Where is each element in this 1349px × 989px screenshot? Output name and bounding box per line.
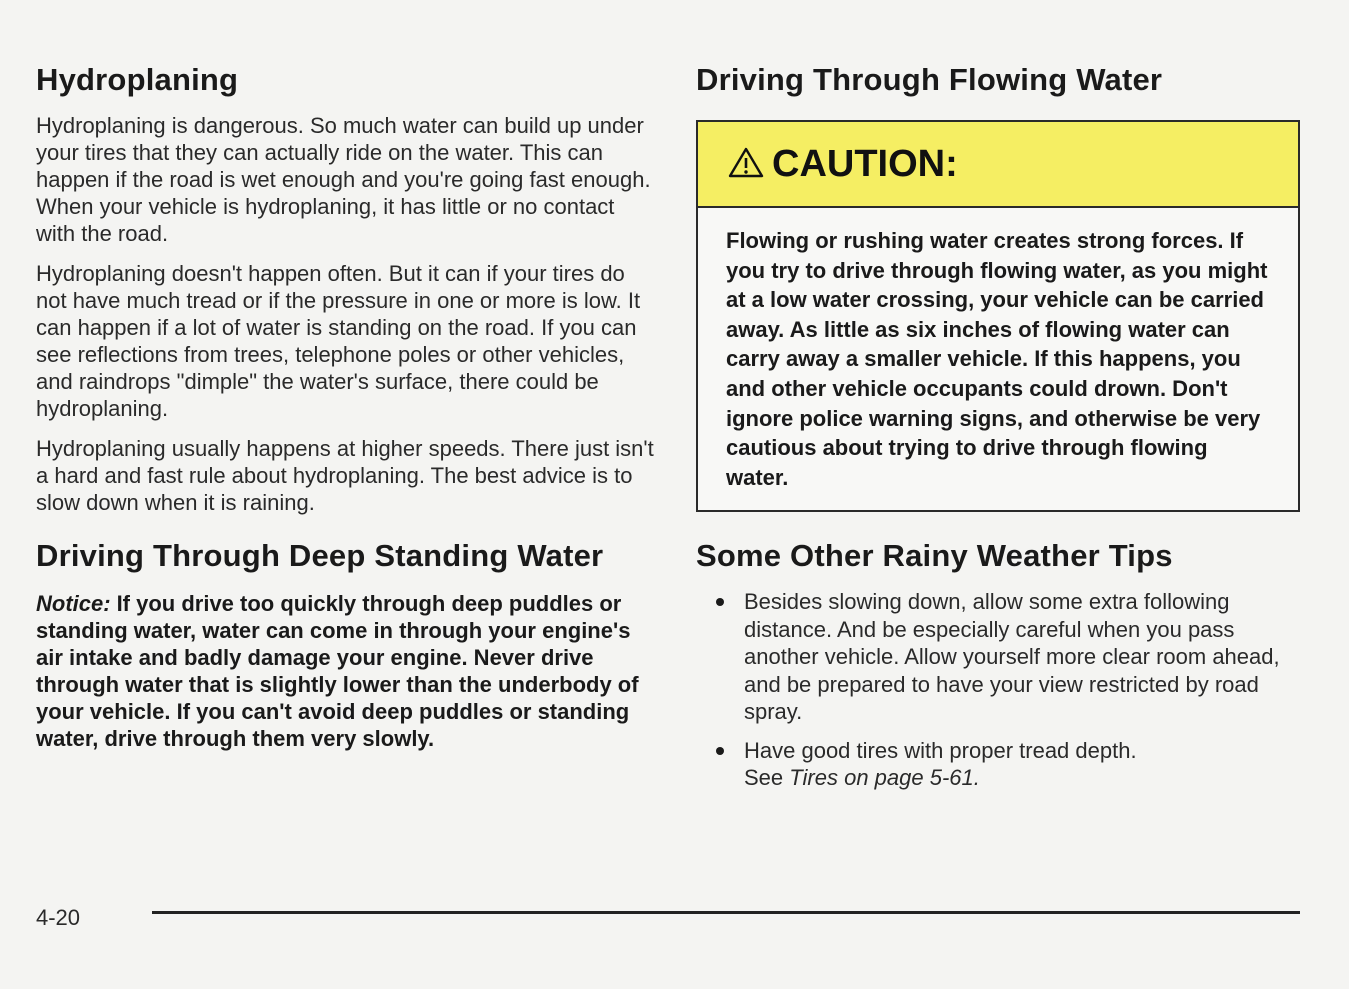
rainy-tips-heading: Some Other Rainy Weather Tips <box>696 538 1173 574</box>
caution-title: CAUTION: <box>772 142 958 185</box>
hydroplaning-paragraph-1: Hydroplaning is dangerous. So much water can build up under your tires that they can actually ride on the water. This can happen if the road is wet enough and you're going fast enough. When your vehicle is hydroplaning, it has little or no contact with the road. <box>36 113 651 246</box>
flowing-water-heading: Driving Through Flowing Water <box>696 62 1163 97</box>
page-number: 4-20 <box>36 905 81 930</box>
caution-header <box>698 122 1298 208</box>
hydroplaning-paragraph-2: Hydroplaning doesn't happen often. But it can if your tires do not have much tread or if the pressure in one or more is low. It can happen if a lot of water is standing on the road. If you can see reflections from trees, telephone poles or other vehicles, and raindrops "dimple" the water's surface, there could be hydroplaning. <box>36 261 641 421</box>
hydroplaning-heading: Hydroplaning <box>36 62 239 97</box>
bullet-icon <box>716 598 724 606</box>
tip-text-1: Besides slowing down, allow some extra following distance. And be especially careful when you pass another vehicle. Allow yourself more clear room ahead, and be prepared to have your view restricted by road spray. <box>744 589 1280 725</box>
right-column <box>696 62 1300 792</box>
caution-box <box>696 120 1300 512</box>
footer-divider <box>152 911 1300 914</box>
list-item <box>744 588 1300 726</box>
notice-label: Notice: <box>36 591 111 616</box>
warning-triangle-icon <box>728 146 764 183</box>
deep-water-notice <box>36 590 654 752</box>
bullet-icon <box>716 747 724 755</box>
tires-reference <box>744 764 1300 792</box>
ref-prefix: See <box>744 765 784 791</box>
tires-page-link[interactable]: Tires on page 5-61. <box>789 765 980 791</box>
list-item <box>744 737 1300 792</box>
caution-text: Flowing or rushing water creates strong forces. If you try to drive through flowing water, as you might at a low water crossing, your vehicle can be carried away. As little as six inches of flowing water can carry away a smaller vehicle. If this happens, you and other vehicle occupants could drown. Don't ignore police warning signs, and otherwise be very cautious about trying to drive through flowing water. <box>726 228 1268 490</box>
notice-text: If you drive too quickly through deep puddles or standing water, water can come in through your engine's air intake and badly damage your engine. Never drive through water that is slightly lower than the underbody of your vehicle. If you can't avoid deep puddles or standing water, drive through them very slowly. <box>36 591 639 751</box>
deep-water-heading: Driving Through Deep Standing Water <box>36 538 604 573</box>
left-column <box>36 62 654 752</box>
hydroplaning-paragraph-3: Hydroplaning usually happens at higher speeds. There just isn't a hard and fast rule about hydroplaning. The best advice is to slow down when it is raining. <box>36 436 654 515</box>
rainy-tips-list <box>696 588 1300 792</box>
tip-text-2: Have good tires with proper tread depth. <box>744 737 1137 763</box>
